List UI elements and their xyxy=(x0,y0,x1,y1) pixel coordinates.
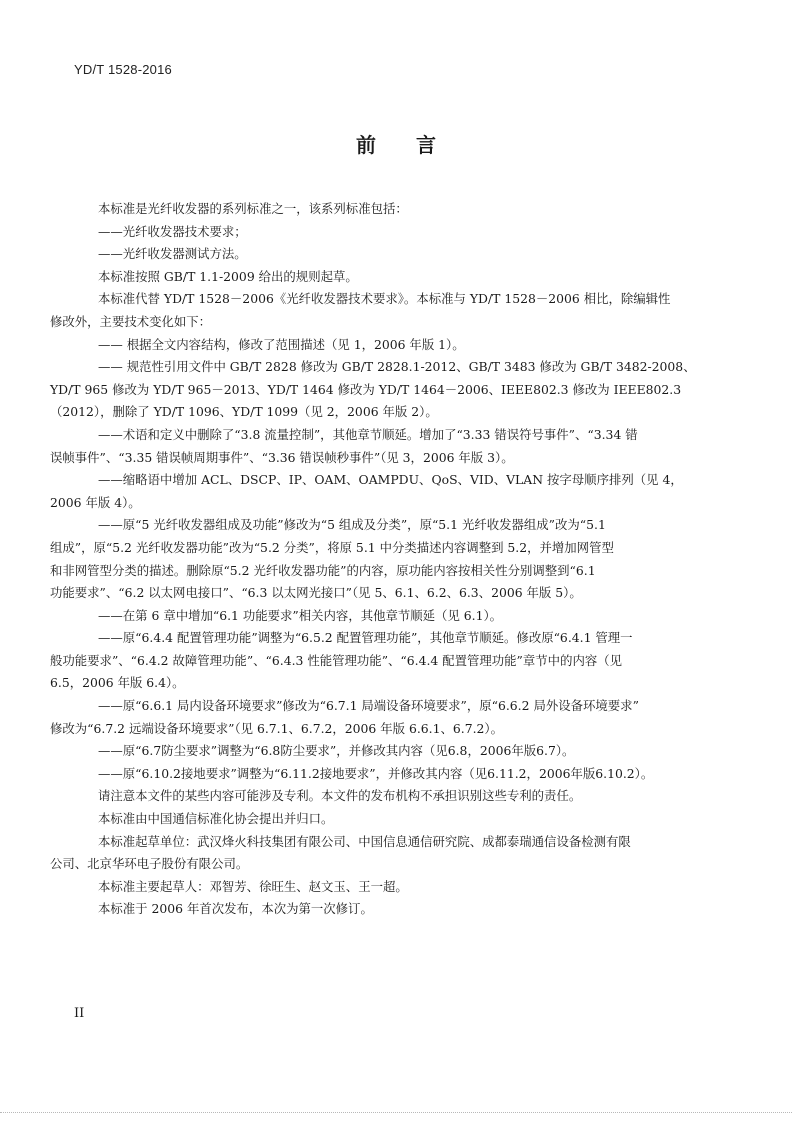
paragraph xyxy=(50,356,714,424)
title-char-2: 言 xyxy=(416,133,436,157)
paragraph xyxy=(50,514,714,604)
paragraph xyxy=(50,627,714,695)
paragraph-line: 修改外，主要技术变化如下： xyxy=(50,313,212,329)
paragraph-line: 修改为“6.7.2 远端设备环境要求”（见 6.7.1、6.7.2，2006 年版 6.6.1、6.7.2）。 xyxy=(50,720,504,736)
paragraph xyxy=(74,740,714,763)
paragraph-line: ——缩略语中增加 ACL、DSCP、IP、OAM、OAMPDU、QoS、VID、VLAN 按字母顺序排列（见 4， xyxy=(98,472,683,488)
paragraph xyxy=(74,243,714,266)
paragraph-line: ——原“5 光纤收发器组成及功能”修改为“5 组成及分类”，原“5.1 光纤收发器组成”改为“5.1 xyxy=(98,517,606,533)
paragraph xyxy=(50,469,714,514)
paragraph-line: 和非网管型分类的描述。删除原“5.2 光纤收发器功能”的内容，原功能内容按相关性分别调整到“6.1 xyxy=(50,562,596,578)
paragraph xyxy=(50,831,714,876)
paragraph-line: ——光纤收发器测试方法。 xyxy=(98,246,247,262)
paragraph-line: ——原“6.4.4 配置管理功能”调整为“6.5.2 配置管理功能”，其他章节顺延。修改原“6.4.1 管理一 xyxy=(98,630,633,646)
paragraph-line: 2006 年版 4）。 xyxy=(50,494,141,510)
paragraph-line: 请注意本文件的某些内容可能涉及专利。本文件的发布机构不承担识别这些专利的责任。 xyxy=(98,788,582,804)
paragraph-line: ——光纤收发器技术要求； xyxy=(98,223,247,239)
paragraph-line: 本标准由中国通信标准化协会提出并归口。 xyxy=(98,811,334,827)
paragraph-line: ——原“6.7防尘要求”调整为“6.8防尘要求”，并修改其内容（见6.8，2006年版6.7）。 xyxy=(98,743,575,759)
paragraph-line: （2012），删除了 YD/T 1096、YD/T 1099（见 2，2006 年版 2）。 xyxy=(50,404,438,420)
paragraph-line: 本标准起草单位：武汉烽火科技集团有限公司、中国信息通信研究院、成都泰瑞通信设备检测有限 xyxy=(98,833,631,849)
paragraph xyxy=(74,605,714,628)
paragraph xyxy=(74,266,714,289)
preface-body xyxy=(50,198,714,921)
paragraph xyxy=(50,288,714,333)
paragraph xyxy=(50,424,714,469)
paragraph-line: ——在第 6 章中增加“6.1 功能要求”相关内容，其他章节顺延（见 6.1）。 xyxy=(98,607,503,623)
paragraph-line: 本标准是光纤收发器的系列标准之一，该系列标准包括： xyxy=(98,201,408,216)
paragraph-line: ——原“6.10.2接地要求”调整为“6.11.2接地要求”，并修改其内容（见6.11.2，2006年版6.10.2）。 xyxy=(98,765,654,781)
paragraph-line: 组成”，原“5.2 光纤收发器功能”改为“5.2 分类”，将原 5.1 中分类描述内容调整到 5.2，并增加网管型 xyxy=(50,539,614,555)
page-number: II xyxy=(74,1006,85,1021)
paragraph-line: —— 根据全文内容结构，修改了范围描述（见 1，2006 年版 1）。 xyxy=(98,336,465,352)
paragraph xyxy=(74,763,714,786)
paragraph-line: 般功能要求”、“6.4.2 故障管理功能”、“6.4.3 性能管理功能”、“6.4.4 配置管理功能”章节中的内容（见 xyxy=(50,652,623,668)
paragraph-line: ——原“6.6.1 局内设备环境要求”修改为“6.7.1 局端设备环境要求”，原“6.6.2 局外设备环境要求” xyxy=(98,698,639,714)
paragraph-line: —— 规范性引用文件中 GB/T 2828 修改为 GB/T 2828.1-2012、GB/T 3483 修改为 GB/T 3482-2008、 xyxy=(98,359,696,375)
page-title xyxy=(0,129,792,158)
title-char-1: 前 xyxy=(356,133,376,157)
paragraph xyxy=(74,334,714,357)
standard-number-header: YD/T 1528-2016 xyxy=(74,62,172,77)
paragraph-line: 误帧事件”、“3.35 错误帧周期事件”、“3.36 错误帧秒事件”（见 3，2006 年版 3）。 xyxy=(50,449,514,465)
paragraph-line: 6.5，2006 年版 6.4）。 xyxy=(50,675,185,691)
paragraph-line: 公司、北京华环电子股份有限公司。 xyxy=(50,856,249,872)
paragraph-line: 本标准于 2006 年首次发布，本次为第一次修订。 xyxy=(98,901,373,917)
paragraph-line: 功能要求”、“6.2 以太网电接口”、“6.3 以太网光接口”（见 5、6.1、6.2、6.3、2006 年版 5）。 xyxy=(50,585,582,601)
paragraph-line: 本标准主要起草人：邓智芳、徐旺生、赵文玉、王一超。 xyxy=(98,878,408,894)
paragraph-line: 本标准按照 GB/T 1.1-2009 给出的规则起草。 xyxy=(98,268,358,284)
paragraph xyxy=(74,808,714,831)
paragraph xyxy=(74,898,714,921)
paragraph xyxy=(74,198,714,221)
paragraph xyxy=(74,221,714,244)
paragraph xyxy=(74,785,714,808)
paragraph xyxy=(50,695,714,740)
paragraph-line: ——术语和定义中删除了“3.8 流量控制”，其他章节顺延。增加了“3.33 错误符号事件”、“3.34 错 xyxy=(98,426,638,442)
paragraph xyxy=(74,876,714,899)
bottom-divider xyxy=(0,1112,792,1113)
paragraph-line: 本标准代替 YD/T 1528－2006《光纤收发器技术要求》。本标准与 YD/T 1528－2006 相比，除编辑性 xyxy=(98,291,671,307)
paragraph-line: YD/T 965 修改为 YD/T 965－2013、YD/T 1464 修改为 YD/T 1464－2006、IEEE802.3 修改为 IEEE802.3 xyxy=(50,381,682,397)
